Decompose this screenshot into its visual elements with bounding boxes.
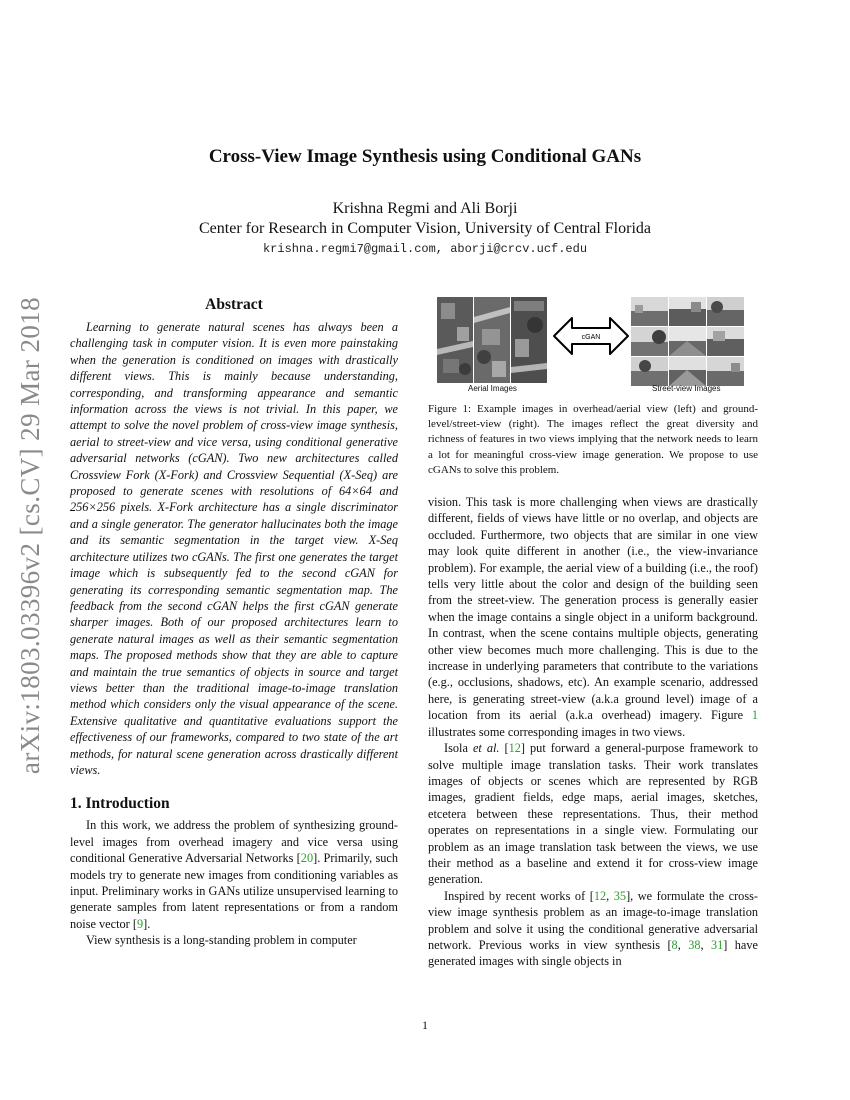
street-view-image bbox=[669, 357, 706, 386]
intro-p1-text-b: ]. Primarily, such models try to generate new images from conditioning variables as input. Preliminary works in GANs utilize unsupervised learning to generate samples from latent representations or from a random noise vector [ bbox=[70, 851, 398, 931]
arxiv-stamp bbox=[9, 290, 53, 780]
citation-link[interactable]: 20 bbox=[300, 851, 314, 866]
citation-separator: , bbox=[677, 937, 689, 952]
citation-separator: , bbox=[606, 888, 614, 903]
citation-link[interactable]: 35 bbox=[613, 888, 627, 903]
right-p2-etal: et al. bbox=[472, 741, 500, 756]
citation-link[interactable]: 12 bbox=[508, 741, 521, 756]
street-view-image bbox=[707, 297, 744, 326]
abstract-text: Learning to generate natural scenes has always been a challenging task in computer vision. It is even more painstaking when the generation is conditioned on images with drastically different views. This is mainly because understanding, corresponding, and transforming appearance and semantic information across the views is not trivial. In this paper, we attempt to solve the novel problem of cross-view image synthesis, aerial to street-view and vice versa, using conditional generative adversarial networks (cGAN). Two new architectures called Crossview Fork (X-Fork) and Crossview Sequential (X-Seq) are proposed to generate scenes with resolutions of 64×64 and 256×256 pixels. X-Fork architecture has a single discriminator and a single generator. The generator hallucinates both the image and its semantic segmentation in the target view. X-Seq architecture utilizes two cGANs. The first one generates the target image which is subsequently fed to the second cGAN for generating its corresponding semantic segmentation map. The feedback from the second cGAN helps the first cGAN generate sharper images. Both of our proposed architectures learn to generate natural images as well as their semantic segmentation maps. The proposed methods show that they are able to capture and maintain the true semantics of objects in source and target views better than the traditional image-to-image translation method which considers only the visual appearance of the scene. Extensive qualitative and quantitative evaluations support the effectiveness of our frameworks, compared to two state of the art methods, for natural scene generation across drastically different views. bbox=[70, 320, 398, 777]
intro-paragraph-2: View synthesis is a long-standing problem in computer bbox=[86, 933, 357, 948]
cgan-double-arrow bbox=[552, 316, 630, 356]
figure-1-caption bbox=[428, 402, 758, 478]
right-p2-gap: [ bbox=[499, 741, 509, 756]
paper-title: Cross-View Image Synthesis using Conditional GANs bbox=[208, 146, 642, 167]
street-view-image bbox=[669, 327, 706, 356]
page-number: 1 bbox=[422, 1018, 428, 1032]
author-emails: krishna.regmi7@gmail.com, aborji@crcv.ucf.edu bbox=[262, 242, 588, 256]
citation-link[interactable]: 8 bbox=[671, 937, 678, 952]
paper-authors: Krishna Regmi and Ali Borji bbox=[332, 200, 518, 217]
street-view-images-grid bbox=[631, 297, 744, 386]
right-p3-text-a: Inspired by recent works of [ bbox=[444, 888, 594, 903]
figure-number: Figure 1: bbox=[428, 403, 472, 415]
abstract-heading: Abstract bbox=[205, 296, 263, 313]
street-view-image bbox=[707, 357, 744, 386]
street-view-images-label: Street-view Images bbox=[652, 384, 721, 393]
street-view-image bbox=[707, 327, 744, 356]
citation-separator: , bbox=[700, 937, 711, 952]
right-p2-author: Isola bbox=[444, 741, 473, 756]
right-paragraph-1 bbox=[428, 494, 758, 740]
right-p3-text-c: ] have generated images with single objects in bbox=[428, 937, 758, 969]
right-p1-text-a: vision. This task is more challenging when views are drastically different, fields of views have little or no overlap, and objects are occluded. Furthermore, two objects that are similar in one view may look quite different in another (i.e., the view-invariance problem). For example, the aerial view of a building (i.e., the roof) tells very little about the color and design of the building seen from the street-view. The generation process is generally easier when the image contains a single object in a uniform background. In contrast, when the scene contains multiple objects, generating other view becomes much more challenging. This is due to the increase in underlying parameters that contribute to the variations (e.g., occlusions, shadows, etc). An example scenario, addressed here, is generating street-view (a.k.a ground level) image of a location from its aerial (a.k.a overhead) imagery. Figure bbox=[428, 495, 758, 723]
street-view-image bbox=[631, 297, 668, 326]
citation-link[interactable]: 12 bbox=[593, 888, 607, 903]
street-view-image bbox=[631, 357, 668, 386]
right-p3-text-b: ], we formulate the cross-view image synthesis problem as an image-to-image translation problem and solve it using the conditional generative adversarial network. Previous works in view synthesis [ bbox=[428, 888, 758, 952]
figure-reference-link[interactable]: 1 bbox=[751, 708, 758, 723]
citation-link[interactable]: 31 bbox=[710, 937, 724, 952]
street-view-image bbox=[669, 297, 706, 326]
caption-text: Example images in overhead/aerial view (left) and ground-level/street-view (right). The images reflect the great diversity and richness of features in two views implying that the network needs to learn a lot for meaningful cross-view image generation. We propose to use cGANs to solve this problem. bbox=[428, 403, 758, 476]
citation-link[interactable]: 38 bbox=[688, 937, 701, 952]
intro-p1-text-c: ]. bbox=[143, 916, 151, 931]
right-p2-text: ] put forward a general-purpose framework to solve multiple image translation tasks. Their work translates images of objects or scenes which are represented by RGB images, gradient fields, edge maps, aerial images, sketches, etcetera between these representations. Thus, their method operates on representations in a single view. Formulating our problem as an image translation task between the views, we use their method as a baseline and extend it for cross-view image generation. bbox=[428, 741, 758, 887]
right-p1-text-b: illustrates some corresponding images in two views. bbox=[428, 724, 686, 739]
figure-1 bbox=[428, 296, 758, 396]
cgan-label: cGAN bbox=[581, 334, 601, 341]
right-paragraph-3 bbox=[428, 888, 758, 970]
right-paragraph-2 bbox=[428, 740, 758, 888]
citation-link[interactable]: 9 bbox=[136, 916, 144, 931]
aerial-images-strip bbox=[437, 297, 547, 383]
right-column-body bbox=[428, 494, 758, 970]
aerial-images-label: Aerial Images bbox=[468, 384, 517, 393]
left-column bbox=[70, 296, 398, 949]
arxiv-stamp-text: arXiv:1803.03396v2 [cs.CV] 29 Mar 2018 bbox=[15, 296, 46, 774]
paper-affiliation: Center for Research in Computer Vision, University of Central Florida bbox=[199, 220, 651, 237]
street-view-image bbox=[631, 327, 668, 356]
intro-paragraph-1 bbox=[70, 817, 398, 932]
aerial-image bbox=[474, 297, 510, 383]
introduction-heading: 1. Introduction bbox=[70, 795, 170, 813]
intro-p1-text-a: In this work, we address the problem of synthesizing ground-level images from overhead imagery and vice versa using conditional Generative Adversarial Networks [ bbox=[70, 818, 398, 866]
right-column bbox=[428, 296, 758, 970]
aerial-image bbox=[511, 297, 547, 383]
aerial-image bbox=[437, 297, 473, 383]
